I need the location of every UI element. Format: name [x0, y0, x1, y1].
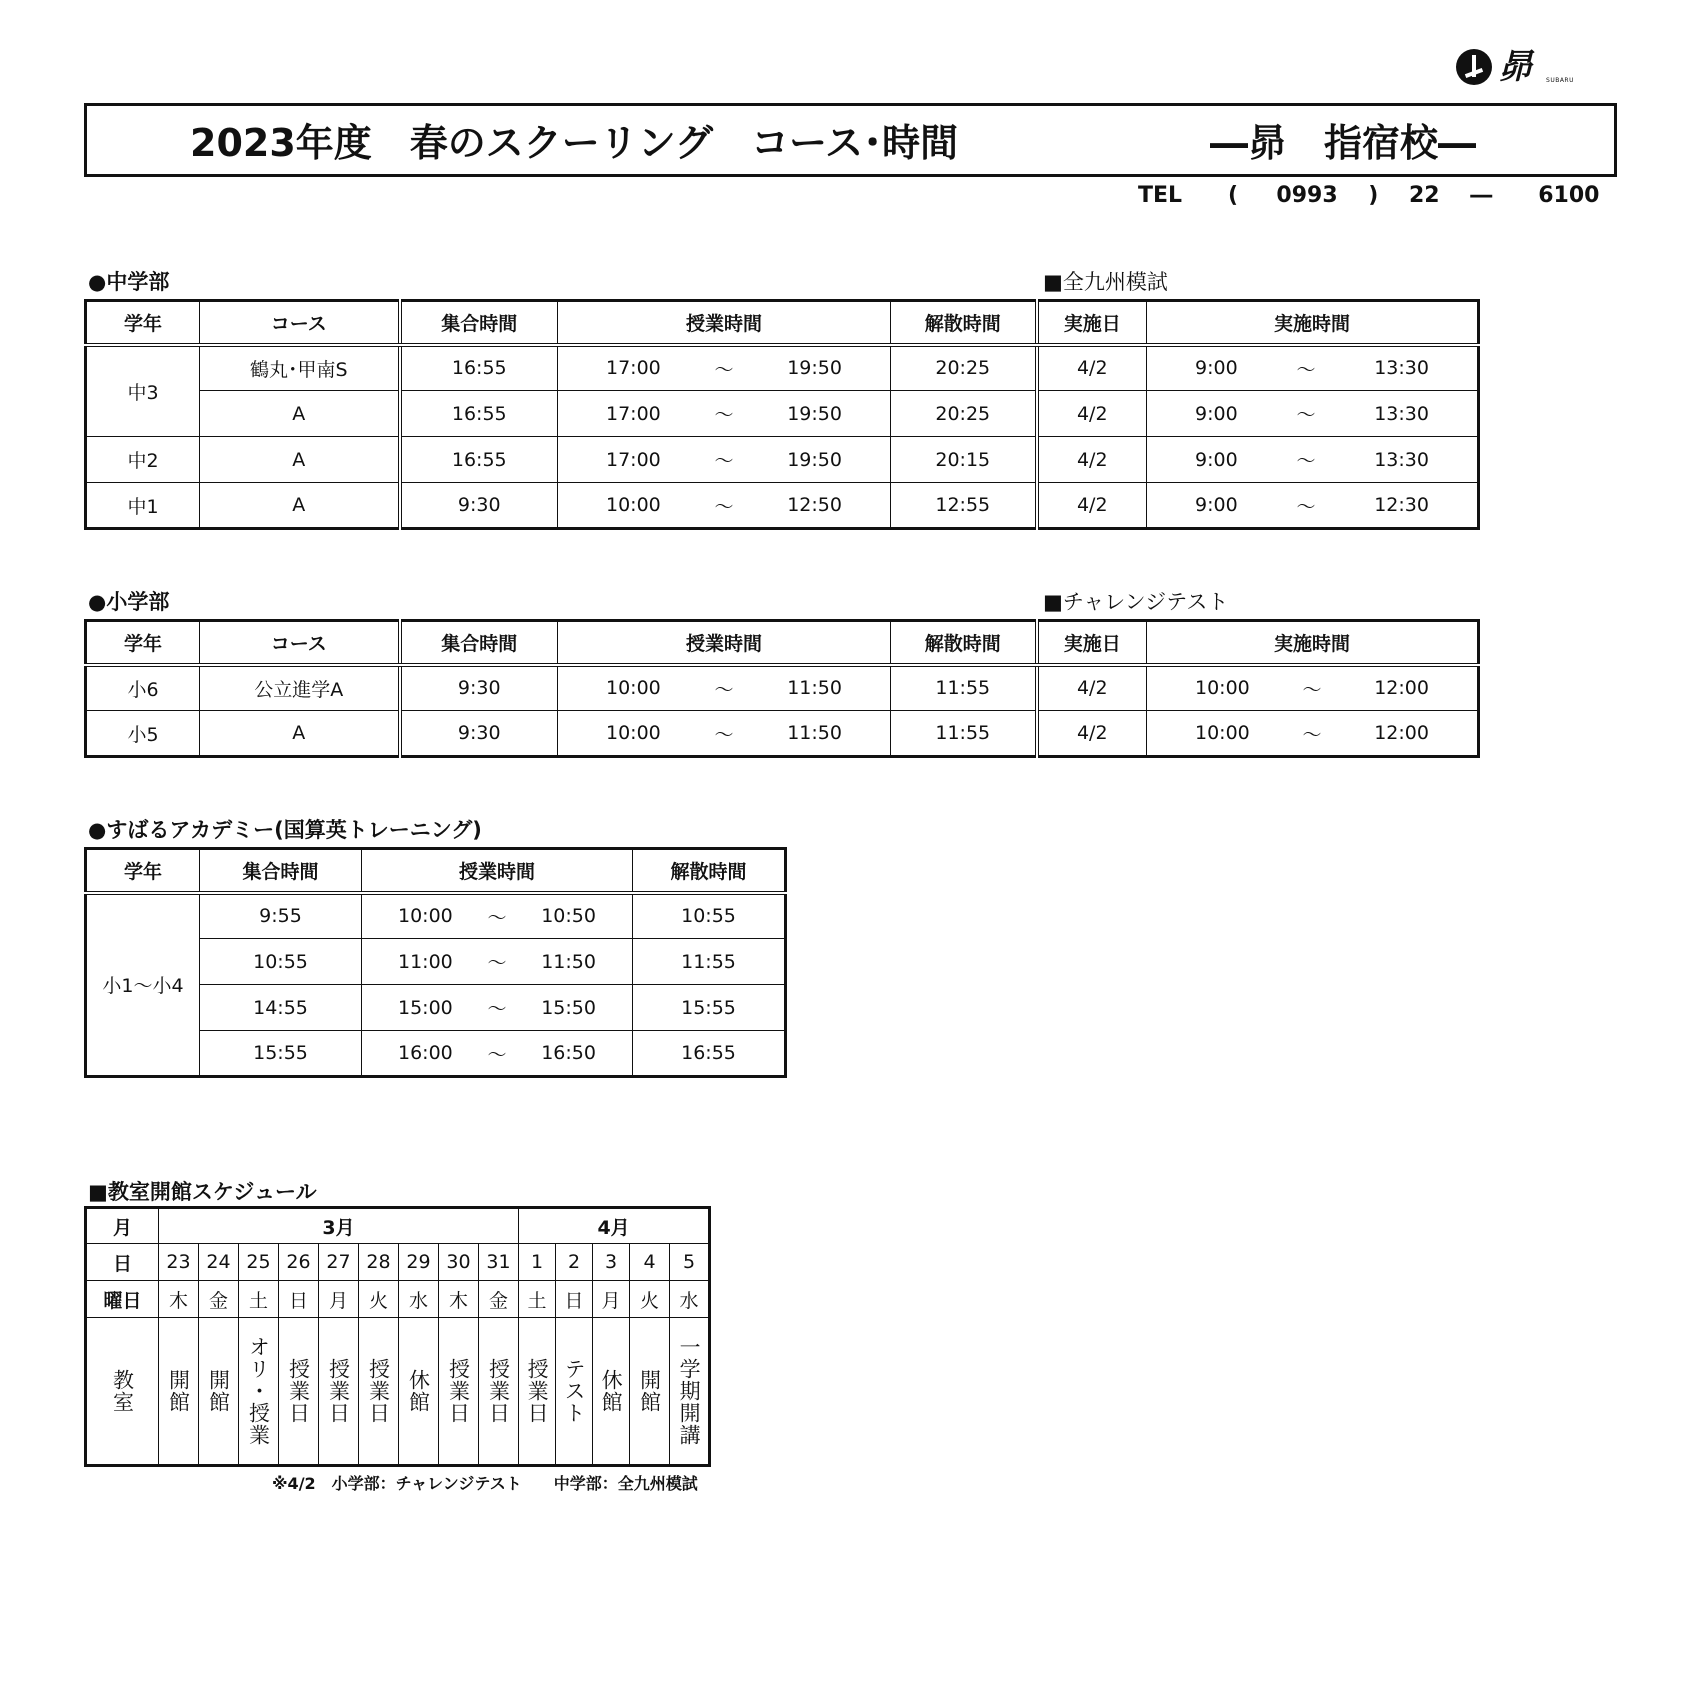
day-cell: 29	[399, 1244, 439, 1281]
status-cell	[670, 1318, 710, 1466]
status-cell	[519, 1318, 556, 1466]
day-cell: 30	[439, 1244, 479, 1281]
class-time-cell	[558, 437, 891, 483]
status-cell	[479, 1318, 519, 1466]
weekday-cell: 水	[399, 1281, 439, 1318]
gather-cell: 15:55	[200, 1031, 362, 1077]
logo-subtext: SUBARU	[1546, 77, 1574, 84]
elementary-side-heading: ■チャレンジテスト	[1043, 590, 1229, 614]
class-time-cell	[558, 665, 891, 711]
exam-time-cell	[1147, 483, 1479, 529]
subaru-logo-icon	[1456, 49, 1492, 85]
course-cell: 鶴丸･甲南S	[200, 345, 400, 391]
col-header: 実施時間	[1147, 621, 1479, 665]
col-header: 集合時間	[400, 301, 558, 345]
end-time: 10:50	[541, 905, 596, 928]
weekday-cell: 日	[556, 1281, 593, 1318]
day-cell: 24	[199, 1244, 239, 1281]
subaru-logo	[1456, 44, 1576, 90]
tel-end: 6100	[1538, 183, 1600, 208]
page-title: 2023年度 春のスクーリング コース･時間	[190, 121, 959, 165]
table-row	[86, 345, 1479, 391]
tilde: ～	[714, 678, 734, 701]
date-cell: 4/2	[1037, 345, 1147, 391]
tilde: ～	[1302, 678, 1322, 701]
day-label: 日	[86, 1244, 159, 1281]
status-cell	[279, 1318, 319, 1466]
status-text: 授業日	[486, 1358, 511, 1424]
exam-time-cell	[1147, 391, 1479, 437]
month-row	[86, 1208, 710, 1244]
exam-end: 12:30	[1374, 494, 1429, 516]
col-header: 集合時間	[200, 849, 362, 893]
exam-end: 13:30	[1374, 402, 1429, 425]
weekday-cell: 日	[279, 1281, 319, 1318]
tel-dash: ―	[1470, 183, 1493, 208]
exam-start: 9:00	[1195, 402, 1238, 425]
course-cell: A	[200, 391, 400, 437]
weekday-cell: 土	[239, 1281, 279, 1318]
tilde: ～	[1296, 404, 1316, 426]
status-cell	[159, 1318, 199, 1466]
tilde: ～	[1296, 450, 1316, 472]
table-header-row	[86, 301, 1479, 345]
month-april: 4月	[519, 1208, 710, 1244]
tilde: ～	[1296, 358, 1316, 381]
end-time: 11:50	[787, 722, 842, 744]
class-time-cell	[558, 391, 891, 437]
status-cell	[399, 1318, 439, 1466]
day-cell: 1	[519, 1244, 556, 1281]
date-cell: 4/2	[1037, 711, 1147, 757]
col-header: 学年	[86, 849, 200, 893]
col-header: 授業時間	[558, 621, 891, 665]
gather-cell: 16:55	[400, 345, 558, 391]
date-cell: 4/2	[1037, 665, 1147, 711]
table-row	[86, 711, 1479, 757]
tilde: ～	[1296, 495, 1316, 518]
class-time-cell	[558, 345, 891, 391]
start-time: 10:00	[606, 494, 661, 516]
gather-cell: 16:55	[400, 391, 558, 437]
day-cell: 2	[556, 1244, 593, 1281]
weekday-row	[86, 1281, 710, 1318]
start-time: 17:00	[606, 357, 661, 380]
tel-close: )	[1368, 183, 1379, 208]
end-time: 15:50	[541, 996, 596, 1019]
exam-start: 9:00	[1195, 448, 1238, 471]
classroom-label-text: 教室	[110, 1369, 135, 1413]
gather-cell: 9:30	[400, 711, 558, 757]
weekday-cell: 月	[319, 1281, 359, 1318]
end-time: 16:50	[541, 1042, 596, 1064]
exam-time-cell	[1147, 437, 1479, 483]
end-time: 19:50	[787, 357, 842, 380]
col-header: コース	[200, 301, 400, 345]
school-name: ―昴 指宿校―	[1210, 121, 1477, 165]
gather-cell: 14:55	[200, 985, 362, 1031]
weekday-label: 曜日	[86, 1281, 159, 1318]
col-header: 集合時間	[400, 621, 558, 665]
class-time-cell	[558, 711, 891, 757]
end-time: 19:50	[787, 402, 842, 425]
exam-time-cell	[1147, 665, 1479, 711]
status-cell	[319, 1318, 359, 1466]
status-text: 授業日	[525, 1358, 550, 1424]
day-cell: 28	[359, 1244, 399, 1281]
dismiss-cell: 12:55	[891, 483, 1037, 529]
dismiss-cell: 15:55	[633, 985, 786, 1031]
tilde: ～	[487, 952, 507, 974]
weekday-cell: 火	[630, 1281, 670, 1318]
class-time-cell	[362, 985, 633, 1031]
day-cell: 27	[319, 1244, 359, 1281]
exam-start: 10:00	[1195, 677, 1250, 700]
exam-start: 9:00	[1195, 357, 1238, 380]
gather-cell: 10:55	[200, 939, 362, 985]
course-cell: A	[200, 711, 400, 757]
status-cell	[239, 1318, 279, 1466]
status-text: 開館	[206, 1369, 231, 1413]
tilde: ～	[487, 1043, 507, 1066]
grade-cell: 中3	[86, 345, 200, 437]
day-cell: 23	[159, 1244, 199, 1281]
col-header: 実施日	[1037, 621, 1147, 665]
start-time: 11:00	[398, 950, 453, 973]
logo-text: 昴	[1498, 47, 1532, 87]
weekday-cell: 月	[593, 1281, 630, 1318]
table-row	[86, 893, 786, 939]
academy-table	[84, 847, 787, 1078]
end-time: 11:50	[541, 950, 596, 973]
month-march: 3月	[159, 1208, 519, 1244]
col-header: 学年	[86, 301, 200, 345]
weekday-cell: 火	[359, 1281, 399, 1318]
tilde: ～	[1302, 723, 1322, 746]
class-time-cell	[362, 939, 633, 985]
status-cell	[359, 1318, 399, 1466]
col-header: 解散時間	[891, 621, 1037, 665]
day-cell: 31	[479, 1244, 519, 1281]
weekday-cell: 木	[439, 1281, 479, 1318]
exam-end: 12:00	[1374, 722, 1429, 744]
table-header-row	[86, 849, 786, 893]
exam-start: 9:00	[1195, 494, 1238, 516]
dismiss-cell: 20:25	[891, 391, 1037, 437]
gather-cell: 16:55	[400, 437, 558, 483]
status-cell	[593, 1318, 630, 1466]
dismiss-cell: 11:55	[633, 939, 786, 985]
status-cell	[630, 1318, 670, 1466]
month-label: 月	[86, 1208, 159, 1244]
day-row	[86, 1244, 710, 1281]
table-header-row	[86, 621, 1479, 665]
start-time: 15:00	[398, 996, 453, 1019]
start-time: 16:00	[398, 1042, 453, 1064]
col-header: 解散時間	[891, 301, 1037, 345]
gather-cell: 9:30	[400, 665, 558, 711]
junior-table	[84, 299, 1480, 530]
tel-label: TEL	[1138, 183, 1183, 208]
table-row	[86, 437, 1479, 483]
exam-time-cell	[1147, 711, 1479, 757]
day-cell: 26	[279, 1244, 319, 1281]
date-cell: 4/2	[1037, 391, 1147, 437]
exam-end: 13:30	[1374, 448, 1429, 471]
status-text: 開館	[166, 1369, 191, 1413]
status-text: 授業日	[446, 1358, 471, 1424]
course-cell: A	[200, 483, 400, 529]
status-text: オリ・授業	[246, 1336, 271, 1446]
junior-side-heading: ■全九州模試	[1043, 270, 1168, 294]
tel-area: 0993	[1276, 183, 1338, 208]
weekday-cell: 水	[670, 1281, 710, 1318]
grade-cell: 中2	[86, 437, 200, 483]
academy-heading: ●すばるアカデミー(国算英トレーニング)	[88, 818, 482, 842]
tilde: ～	[714, 723, 734, 746]
end-time: 12:50	[787, 494, 842, 516]
start-time: 10:00	[606, 722, 661, 744]
dismiss-cell: 11:55	[891, 711, 1037, 757]
status-cell	[199, 1318, 239, 1466]
end-time: 19:50	[787, 448, 842, 471]
col-header: コース	[200, 621, 400, 665]
dismiss-cell: 20:25	[891, 345, 1037, 391]
end-time: 11:50	[787, 677, 842, 700]
status-text: 一学期開講	[677, 1336, 702, 1446]
status-text: 授業日	[326, 1358, 351, 1424]
tilde: ～	[714, 495, 734, 518]
gather-cell: 9:30	[400, 483, 558, 529]
status-text: 休館	[599, 1369, 624, 1413]
table-row	[86, 483, 1479, 529]
grade-cell: 小6	[86, 665, 200, 711]
tel-line	[1138, 183, 1599, 208]
status-cell	[439, 1318, 479, 1466]
class-time-cell	[362, 893, 633, 939]
class-time-cell	[558, 483, 891, 529]
status-text: 開館	[637, 1369, 662, 1413]
tilde: ～	[487, 906, 507, 929]
tel-mid: 22	[1408, 183, 1440, 208]
tilde: ～	[714, 358, 734, 381]
course-cell: A	[200, 437, 400, 483]
classroom-row	[86, 1318, 710, 1466]
dismiss-cell: 10:55	[633, 893, 786, 939]
dismiss-cell: 11:55	[891, 665, 1037, 711]
schedule-heading: ■教室開館スケジュール	[88, 1180, 317, 1204]
class-time-cell	[362, 1031, 633, 1077]
tilde: ～	[487, 998, 507, 1020]
weekday-cell: 金	[199, 1281, 239, 1318]
grade-cell: 小1～小4	[86, 893, 200, 1077]
weekday-cell: 木	[159, 1281, 199, 1318]
col-header: 授業時間	[362, 849, 633, 893]
exam-end: 13:30	[1374, 357, 1429, 380]
tilde: ～	[714, 450, 734, 472]
col-header: 実施日	[1037, 301, 1147, 345]
status-text: テスト	[562, 1358, 587, 1424]
col-header: 解散時間	[633, 849, 786, 893]
date-cell: 4/2	[1037, 437, 1147, 483]
status-text: 授業日	[366, 1358, 391, 1424]
start-time: 17:00	[606, 448, 661, 471]
elementary-table	[84, 619, 1480, 758]
table-row	[86, 391, 1479, 437]
date-cell: 4/2	[1037, 483, 1147, 529]
status-text: 休館	[406, 1369, 431, 1413]
schedule-table	[84, 1206, 711, 1467]
start-time: 17:00	[606, 402, 661, 425]
tilde: ～	[714, 404, 734, 426]
grade-cell: 小5	[86, 711, 200, 757]
col-header: 授業時間	[558, 301, 891, 345]
start-time: 10:00	[398, 905, 453, 928]
day-cell: 4	[630, 1244, 670, 1281]
exam-time-cell	[1147, 345, 1479, 391]
course-cell: 公立進学A	[200, 665, 400, 711]
table-row	[86, 665, 1479, 711]
schedule-note: ※4/2 小学部：チャレンジテスト 中学部：全九州模試	[272, 1474, 698, 1493]
tel-open: (	[1228, 183, 1239, 208]
start-time: 10:00	[606, 677, 661, 700]
grade-cell: 中1	[86, 483, 200, 529]
day-cell: 25	[239, 1244, 279, 1281]
day-cell: 3	[593, 1244, 630, 1281]
gather-cell: 9:55	[200, 893, 362, 939]
dismiss-cell: 16:55	[633, 1031, 786, 1077]
day-cell: 5	[670, 1244, 710, 1281]
exam-start: 10:00	[1195, 722, 1250, 744]
weekday-cell: 土	[519, 1281, 556, 1318]
col-header: 実施時間	[1147, 301, 1479, 345]
weekday-cell: 金	[479, 1281, 519, 1318]
col-header: 学年	[86, 621, 200, 665]
junior-heading: ●中学部	[88, 270, 170, 294]
dismiss-cell: 20:15	[891, 437, 1037, 483]
status-cell	[556, 1318, 593, 1466]
exam-end: 12:00	[1374, 677, 1429, 700]
status-text: 授業日	[286, 1358, 311, 1424]
elementary-heading: ●小学部	[88, 590, 170, 614]
classroom-label	[86, 1318, 159, 1466]
